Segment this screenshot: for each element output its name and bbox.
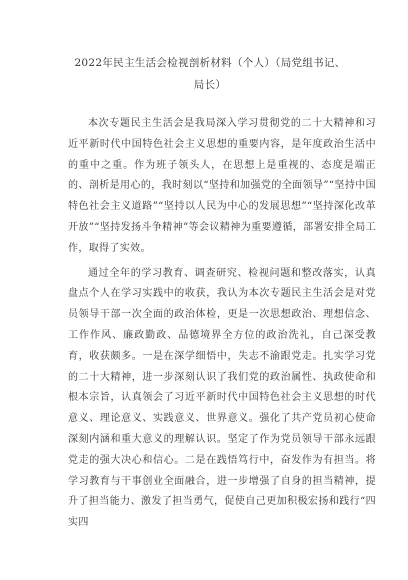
title-line-2: 局长） bbox=[193, 79, 227, 91]
document-body bbox=[68, 114, 376, 534]
document-title bbox=[60, 52, 360, 96]
title-line-1: 2022年民主生活会检视剖析材料（个人）（局党组书记、 bbox=[74, 57, 346, 69]
paragraph-2: 通过全年的学习教育、调查研究、检视问题和整改落实，认真盘点个人在学习实践中的收获，我认为本次专题民主生活会是对党员领导干部一次全面的政治体检，更是一次思想政治、理想信念、工作作风、廉政勤政、品德境界全方位的政治洗礼，自己深受教育，收获颇多。一是在深学细悟中，失志不渝跟党走。扎实学习党的二十大精神，进一步深刻认识了我们党的政治属性、执政使命和根本宗旨，认真领会了习近平新时代中国特色社会主义思想的时代意义、理论意义、实践意义、世界意义。强化了共产党员初心使命深刻内涵和重大意义的理解认识。坚定了作为党员领导干部永远跟党走的强大决心和信心。二是在践悟笃行中，奋发作为有担当。将学习教育与干事创业全面融合，进一步增强了自身的担当精神，提升了担当能力、激发了担当勇气，促使自己更加积极宏扬和践行“四实四 bbox=[68, 267, 376, 529]
paragraph-1: 本次专题民主生活会是我局深入学习贯彻党的二十大精神和习近平新时代中国特色社会主义思想的重要内容，是年度政治生活中的重中之重。作为班子领头人，在思想上是重视的、态度是端正的、剖析是用心的，我时刻以“坚持和加强党的全面领导”“坚持中国特色社会主义道路”“坚持以人民为中心的发展思想”“坚持深化改革开放”“坚持发扬斗争精神”等会议精神为重要遵循，部署安排全局工作，取得了实效。 bbox=[68, 118, 376, 254]
